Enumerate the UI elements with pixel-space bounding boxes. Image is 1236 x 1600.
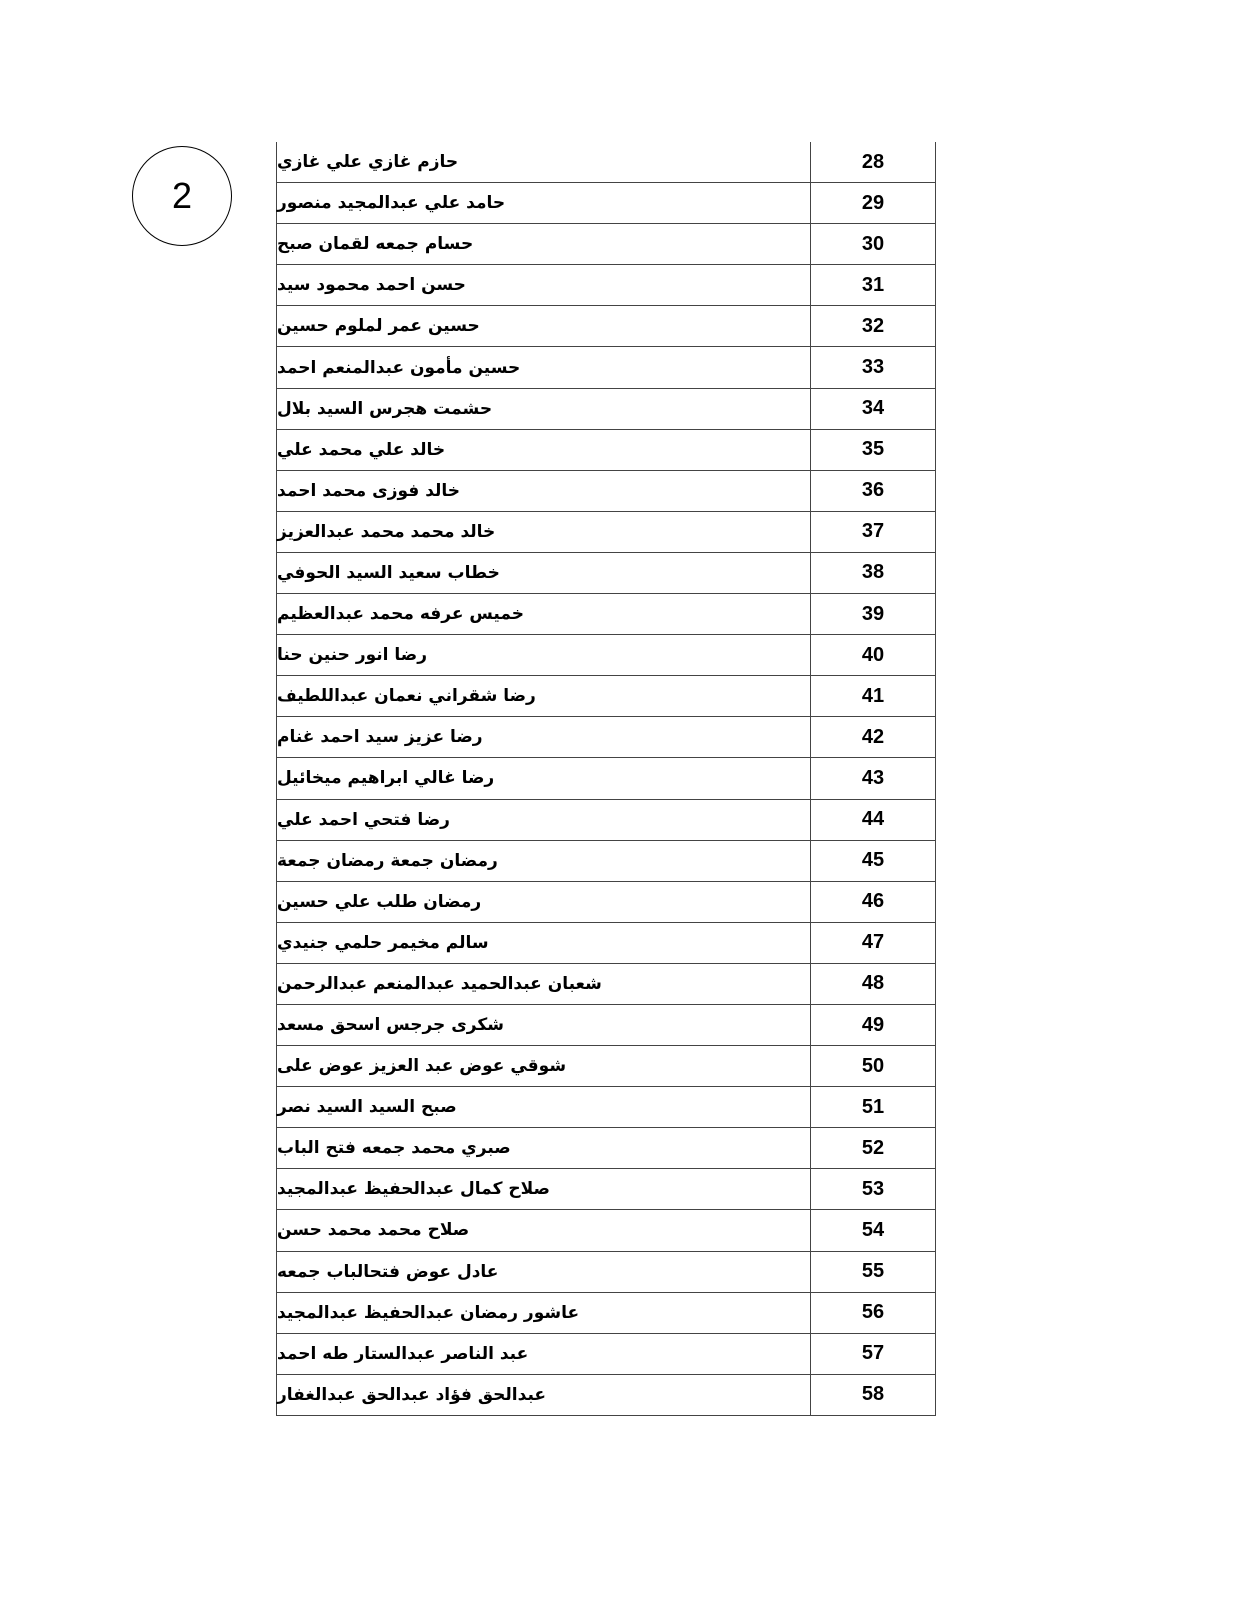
row-number-cell: 48 bbox=[861, 972, 885, 995]
row-number-cell: 37 bbox=[861, 520, 885, 543]
name-cell: عادل عوض فتحالباب جمعه bbox=[277, 1252, 811, 1292]
table-row bbox=[277, 347, 935, 388]
name-cell: عاشور رمضان عبدالحفيظ عبدالمجيد bbox=[277, 1293, 811, 1333]
table-row bbox=[277, 430, 935, 471]
table-row bbox=[277, 1252, 935, 1293]
row-number-cell: 49 bbox=[861, 1013, 885, 1036]
name-cell: صلاح كمال عبدالحفيظ عبدالمجيد bbox=[277, 1169, 811, 1209]
table-row bbox=[277, 306, 935, 347]
table-row bbox=[277, 1087, 935, 1128]
table-row bbox=[277, 142, 935, 183]
row-number-cell: 53 bbox=[861, 1177, 885, 1200]
row-number-cell: 32 bbox=[861, 314, 885, 337]
table-row bbox=[277, 841, 935, 882]
table-row bbox=[277, 512, 935, 553]
row-number-cell: 34 bbox=[861, 397, 885, 420]
row-number-cell: 38 bbox=[861, 561, 885, 584]
name-cell: شوقي عوض عبد العزيز عوض على bbox=[277, 1046, 811, 1086]
row-number-cell: 46 bbox=[861, 890, 885, 913]
table-row bbox=[277, 923, 935, 964]
name-cell: عبدالحق فؤاد عبدالحق عبدالغفار bbox=[277, 1375, 811, 1415]
table-row bbox=[277, 265, 935, 306]
name-cell: خميس عرفه محمد عبدالعظيم bbox=[277, 594, 811, 634]
row-number-cell: 33 bbox=[861, 356, 885, 379]
table-row bbox=[277, 758, 935, 799]
name-cell: صبح السيد السيد نصر bbox=[277, 1087, 811, 1127]
row-number-cell: 47 bbox=[861, 931, 885, 954]
row-number-cell: 40 bbox=[861, 643, 885, 666]
row-number-cell: 39 bbox=[861, 602, 885, 625]
name-cell: حسين مأمون عبدالمنعم احمد bbox=[277, 347, 811, 387]
table-row bbox=[277, 1169, 935, 1210]
page-number-badge: 2 bbox=[132, 146, 232, 246]
name-cell: شعبان عبدالحميد عبدالمنعم عبدالرحمن bbox=[277, 964, 811, 1004]
name-cell: حسام جمعه لقمان صبح bbox=[277, 224, 811, 264]
row-number-cell: 57 bbox=[861, 1342, 885, 1365]
row-number-cell: 31 bbox=[861, 273, 885, 296]
row-number-cell: 44 bbox=[861, 808, 885, 831]
row-number-cell: 56 bbox=[861, 1301, 885, 1324]
name-cell: خالد علي محمد علي bbox=[277, 430, 811, 470]
row-number-cell: 41 bbox=[861, 684, 885, 707]
table-row bbox=[277, 1210, 935, 1251]
name-cell: خالد فوزى محمد احمد bbox=[277, 471, 811, 511]
name-cell: حسين عمر لملوم حسين bbox=[277, 306, 811, 346]
row-number-cell: 51 bbox=[861, 1095, 885, 1118]
table-row bbox=[277, 635, 935, 676]
name-cell: رضا عزيز سيد احمد غنام bbox=[277, 717, 811, 757]
table-row bbox=[277, 800, 935, 841]
name-cell: خطاب سعيد السيد الحوفي bbox=[277, 553, 811, 593]
name-cell: صلاح محمد محمد حسن bbox=[277, 1210, 811, 1250]
table-row bbox=[277, 224, 935, 265]
table-row bbox=[277, 1375, 935, 1416]
name-cell: صبري محمد جمعه فتح الباب bbox=[277, 1128, 811, 1168]
row-number-cell: 55 bbox=[861, 1260, 885, 1283]
table-row bbox=[277, 594, 935, 635]
row-number-cell: 50 bbox=[861, 1054, 885, 1077]
name-cell: رضا غالي ابراهيم ميخائيل bbox=[277, 758, 811, 798]
row-number-cell: 45 bbox=[861, 849, 885, 872]
row-number-cell: 30 bbox=[861, 232, 885, 255]
name-cell: حامد علي عبدالمجيد منصور bbox=[277, 183, 811, 223]
table-row bbox=[277, 964, 935, 1005]
name-cell: عبد الناصر عبدالستار طه احمد bbox=[277, 1334, 811, 1374]
name-cell: رضا شقراني نعمان عبداللطيف bbox=[277, 676, 811, 716]
table-row bbox=[277, 1005, 935, 1046]
table-row bbox=[277, 471, 935, 512]
table-row bbox=[277, 389, 935, 430]
name-cell: رمضان جمعة رمضان جمعة bbox=[277, 841, 811, 881]
name-cell: رمضان طلب علي حسين bbox=[277, 882, 811, 922]
table-row bbox=[277, 553, 935, 594]
name-cell: حسن احمد محمود سيد bbox=[277, 265, 811, 305]
table-row bbox=[277, 1293, 935, 1334]
row-number-cell: 29 bbox=[861, 191, 885, 214]
name-cell: سالم مخيمر حلمي جنيدي bbox=[277, 923, 811, 963]
row-number-cell: 58 bbox=[861, 1383, 885, 1406]
table-row bbox=[277, 717, 935, 758]
table-row bbox=[277, 1046, 935, 1087]
name-cell: رضا فتحي احمد علي bbox=[277, 800, 811, 840]
row-number-cell: 54 bbox=[861, 1218, 885, 1241]
table-row bbox=[277, 676, 935, 717]
row-number-cell: 52 bbox=[861, 1136, 885, 1159]
name-cell: حشمت هجرس السيد بلال bbox=[277, 389, 811, 429]
name-cell: رضا انور حنين حنا bbox=[277, 635, 811, 675]
row-number-cell: 35 bbox=[861, 438, 885, 461]
table-row bbox=[277, 1334, 935, 1375]
name-cell: شكرى جرجس اسحق مسعد bbox=[277, 1005, 811, 1045]
row-number-cell: 43 bbox=[861, 766, 885, 789]
row-number-cell: 36 bbox=[861, 479, 885, 502]
table-row bbox=[277, 1128, 935, 1169]
table-row bbox=[277, 882, 935, 923]
name-cell: خالد محمد محمد عبدالعزيز bbox=[277, 512, 811, 552]
table-row bbox=[277, 183, 935, 224]
names-table bbox=[276, 142, 936, 1416]
row-number-cell: 28 bbox=[861, 150, 885, 173]
name-cell: حازم غازي علي غازي bbox=[277, 142, 811, 182]
row-number-cell: 42 bbox=[861, 725, 885, 748]
